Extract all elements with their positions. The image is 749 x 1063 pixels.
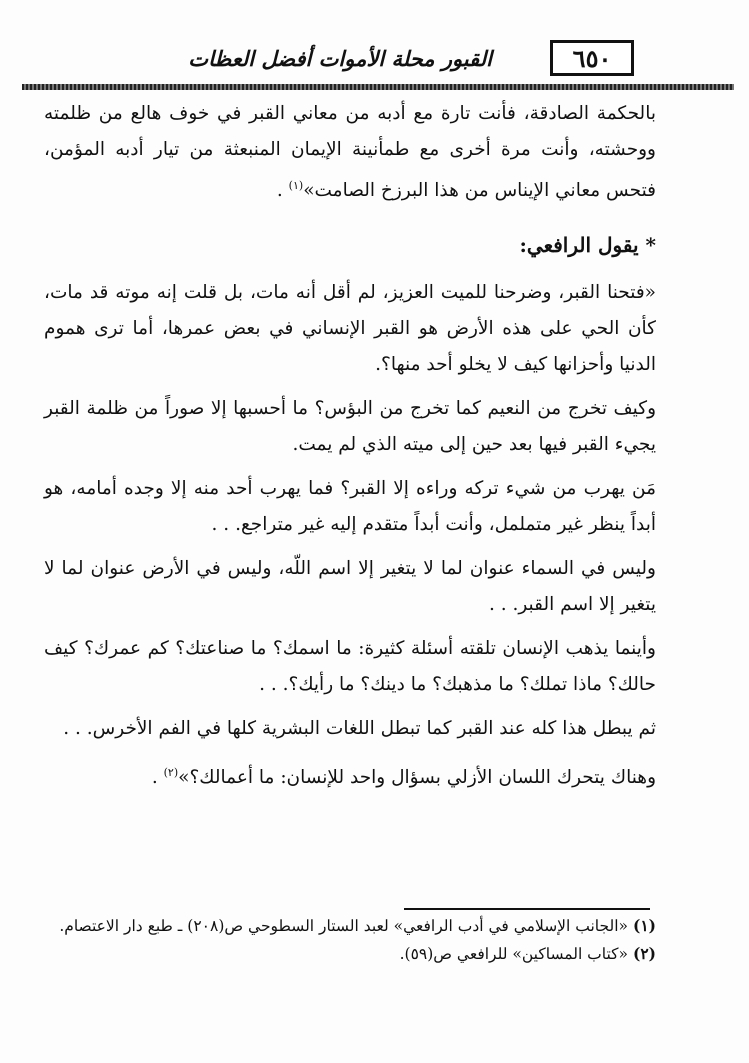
footnote-text: «كتاب المساكين» للرافعي ص(٥٩).	[399, 945, 629, 963]
intro-paragraph	[44, 96, 656, 209]
paragraph: وكيف تخرج من النعيم كما تخرج من البؤس؟ ما أحسبها إلا صوراً من ظلمة القبر يجيء القبر فيها بعد حين إلى ميته الذي لم يمت.	[44, 398, 656, 456]
footnote-rule	[404, 908, 650, 910]
footnote-text: «الجانب الإسلامي في أدب الرافعي» لعبد الستار السطوحي ص(٢٠٨) ـ طبع دار الاعتصام.	[59, 917, 629, 935]
footnote-ref-1: (١)	[288, 179, 304, 192]
paragraph: «فتحنا القبر، وضرحنا للميت العزيز، لم أقل أنه مات، بل قلت إنه موته قد مات، كأن الحي على هذه الأرض هو القبر الإنساني في بعض عمرها، أما ترى هموم الدنيا وأحزانها كيف لا يخلو أحد منها؟.	[44, 282, 656, 376]
intro-text: بالحكمة الصادقة، فأنت تارة مع أدبه من معاني القبر في خوف هالع من ظلمته ووحشته، وأنت مرة أخرى مع طمأنينة الإيمان المنبعثة من تيار أدبه المؤمن، فتحس معاني الإيناس من هذا البرزخ الصامت»	[44, 103, 656, 202]
footnote-ref-2: (٢)	[163, 766, 179, 780]
footnote-marker: (٢)	[632, 944, 656, 963]
intro-end: .	[276, 180, 289, 202]
page-header	[22, 36, 734, 86]
last-paragraph	[44, 755, 656, 796]
page-number: ٦٥٠	[550, 40, 634, 76]
heading-text: يقول الرافعي:	[519, 233, 639, 258]
footnote-2	[44, 940, 656, 968]
footnote-marker: (١)	[632, 916, 656, 935]
last-paragraph-text: وهناك يتحرك اللسان الأزلي بسؤال واحد للإنسان: ما أعمالك؟»	[178, 767, 656, 789]
paragraph: وليس في السماء عنوان لما لا يتغير إلا اسم اللّه، وليس في الأرض عنوان لما لا يتغير إلا اسم القبر. . .	[44, 558, 656, 616]
paragraph: ثم يبطل هذا كله عند القبر كما تبطل اللغات البشرية كلها في الفم الأخرس. . .	[63, 718, 656, 740]
footnotes	[44, 912, 656, 968]
heading-marker: *	[645, 233, 656, 258]
header-rule	[22, 84, 734, 90]
paragraph: مَن يهرب من شيء تركه وراءه إلا القبر؟ فما يهرب أحد منه إلا وجده أمامه، هو أبداً ينظر غير متململ، وأنت أبداً متقدم إليه غير متراجع. . .	[44, 478, 656, 536]
last-paragraph-end: .	[151, 767, 164, 789]
body-text	[44, 96, 656, 804]
footnote-1	[44, 912, 656, 940]
running-title: القبور محلة الأموات أفضل العظات	[188, 46, 492, 71]
paragraph: وأينما يذهب الإنسان تلقته أسئلة كثيرة: ما اسمك؟ ما صناعتك؟ كم عمرك؟ كيف حالك؟ ماذا تملك؟ ما مذهبك؟ ما دينك؟ ما رأيك؟. . .	[44, 638, 656, 696]
section-heading	[44, 227, 656, 263]
